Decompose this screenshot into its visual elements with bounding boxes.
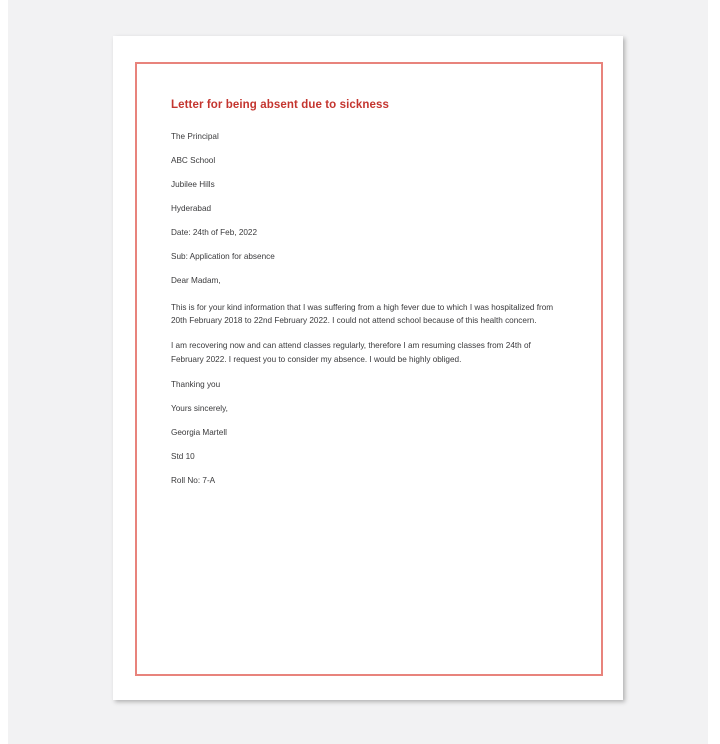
date-line: Date: 24th of Feb, 2022 [171, 228, 258, 237]
recipient-line-1: The Principal [171, 132, 219, 141]
body-paragraph-2: I am recovering now and can attend classes regularly, therefore I am resuming classes from 24th of February 2022. I request you to consider my absence. I would be highly obliged. [171, 341, 531, 364]
signature-class: Std 10 [171, 451, 195, 461]
document-canvas [8, 0, 708, 744]
signature-roll-number: Roll No: 7-A [171, 475, 216, 485]
sign-off-line: Yours sincerely, [171, 403, 228, 413]
signature-name: Georgia Martell [171, 427, 227, 437]
thanking-line: Thanking you [171, 379, 221, 389]
body-paragraph-1: This is for your kind information that I was suffering from a high fever due to which I was hospitalized from 20th February 2018 to 22nd February 2022. I could not attend school because of this health concern. [171, 303, 554, 326]
letter-content [171, 98, 563, 498]
recipient-line-3: Jubilee Hills [171, 180, 215, 189]
letter-title: Letter for being absent due to sickness [171, 99, 389, 111]
recipient-line-4: Hyderabad [171, 204, 212, 213]
subject-line: Sub: Application for absence [171, 252, 275, 261]
recipient-line-2: ABC School [171, 156, 216, 165]
salutation-line: Dear Madam, [171, 276, 221, 285]
letter-page [113, 36, 623, 700]
